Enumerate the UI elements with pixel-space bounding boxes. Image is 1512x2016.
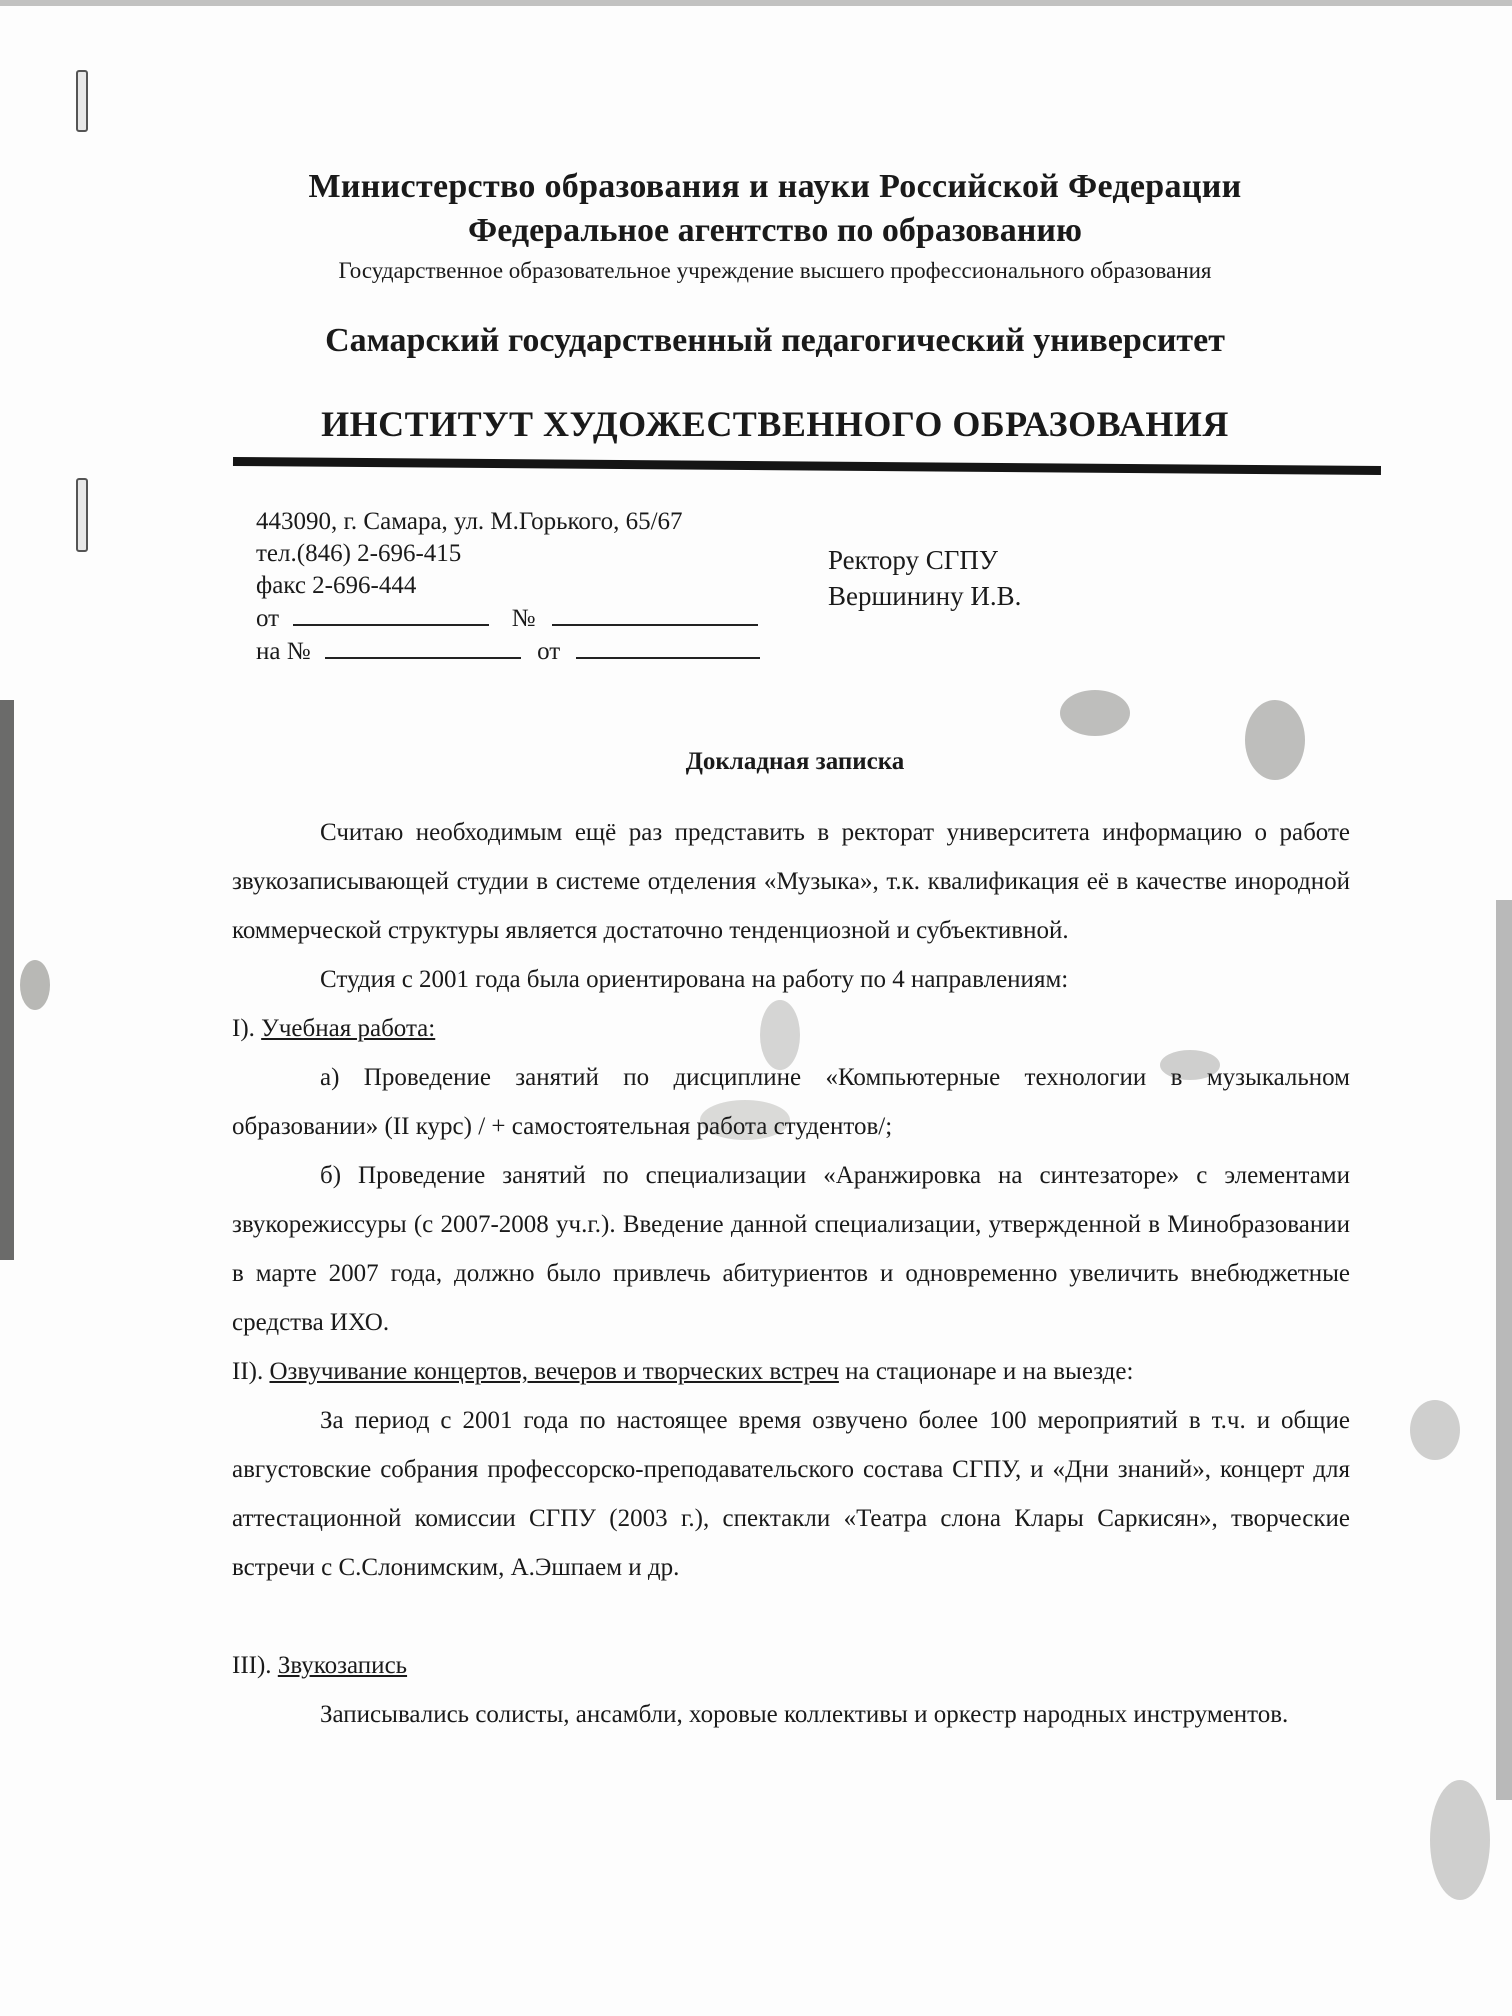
from-label: от — [256, 605, 280, 632]
section-title-rest: на стационаре и на выезде: — [838, 1358, 1134, 1385]
paragraph: а) Проведение занятий по дисциплине «Компьютерные технологии в музыкальном образовании» (II курс) / + самостоятельная работа студентов/; — [232, 1064, 1350, 1140]
letterhead — [230, 165, 1320, 447]
ref-from-label: от — [537, 638, 561, 665]
section-title: Озвучивание концертов, вечеров и творческих встреч — [269, 1358, 839, 1385]
staple-mark — [76, 70, 88, 132]
recipient-block — [828, 542, 1021, 614]
number-label: № — [511, 605, 536, 632]
ministry-name: Министерство образования и науки Российской Федерации — [308, 168, 1242, 205]
agency-name: Федеральное агентство по образованию — [468, 212, 1082, 249]
section-heading — [232, 1004, 1350, 1053]
section-heading — [232, 1641, 1350, 1690]
phone-line: тел.(846) 2-696-415 — [256, 540, 462, 567]
section-title: Учебная работа: — [261, 1015, 436, 1042]
header-divider — [233, 457, 1381, 475]
recipient-name: Вершинину И.В. — [828, 581, 1022, 611]
stain-mark — [1430, 1780, 1490, 1900]
ref-date-blank — [576, 635, 760, 659]
outgoing-ref-line — [256, 602, 760, 635]
ref-label: на № — [256, 638, 311, 665]
paragraph-gap — [232, 1592, 1350, 1641]
scan-edge-right — [1496, 900, 1512, 1800]
section-number: I). — [232, 1015, 255, 1042]
paragraph: б) Проведение занятий по специализации «Аранжировка на синтезаторе» с элементами звукорежиссуры (с 2007-2008 уч.г.). Введение данной специализации, утвержденной в Минобразовании в марте 2007 года, должно было привлечь абитуриентов и одновременно увеличить внебюджетные средства ИХО. — [232, 1162, 1350, 1336]
sender-address — [256, 506, 760, 668]
section-number: II). — [232, 1358, 264, 1385]
ref-number-blank — [325, 635, 521, 659]
institution-type: Государственное образовательное учреждение высшего профессионального образования — [338, 258, 1212, 283]
document-title: Докладная записка — [685, 748, 905, 775]
document-body — [232, 808, 1350, 1739]
address-line: 443090, г. Самара, ул. М.Горького, 65/67 — [256, 508, 683, 535]
paragraph: Студия с 2001 года была ориентирована на работу по 4 направлениям: — [320, 966, 1069, 993]
date-blank — [293, 602, 489, 626]
stain-mark — [1060, 690, 1130, 736]
incoming-ref-line — [256, 635, 760, 668]
stain-mark — [1410, 1400, 1460, 1460]
number-blank — [552, 602, 758, 626]
paragraph: Записывались солисты, ансамбли, хоровые коллективы и оркестр народных инструментов. — [320, 1701, 1289, 1728]
institute-name: ИНСТИТУТ ХУДОЖЕСТВЕННОГО ОБРАЗОВАНИЯ — [321, 404, 1229, 444]
recipient-title: Ректору СГПУ — [828, 545, 998, 575]
section-heading — [232, 1347, 1350, 1396]
fax-line: факс 2-696-444 — [256, 572, 417, 599]
stain-mark — [20, 960, 50, 1010]
scan-edge-top — [0, 0, 1512, 6]
scan-edge-left — [0, 700, 14, 1260]
staple-mark — [76, 478, 88, 552]
paragraph: За период с 2001 года по настоящее время озвучено более 100 мероприятий в т.ч. и общие августовские собрания профессорско-преподавательского состава СГПУ, и «Дни знаний», концерт для аттестационной комиссии СГПУ (2003 г.), спектакли «Театра слона Клары Саркисян», творческие встречи с С.Слонимским, А.Эшпаем и др. — [232, 1407, 1350, 1581]
section-number: III). — [232, 1652, 272, 1679]
paragraph: Считаю необходимым ещё раз представить в ректорат университета информацию о работе звукозаписывающей студии в системе отделения «Музыка», т.к. квалификация её в качестве инородной коммерческой структуры является достаточно тенденциозной и субъективной. — [232, 819, 1350, 944]
university-name: Самарский государственный педагогический университет — [325, 322, 1225, 359]
section-title: Звукозапись — [277, 1652, 408, 1679]
